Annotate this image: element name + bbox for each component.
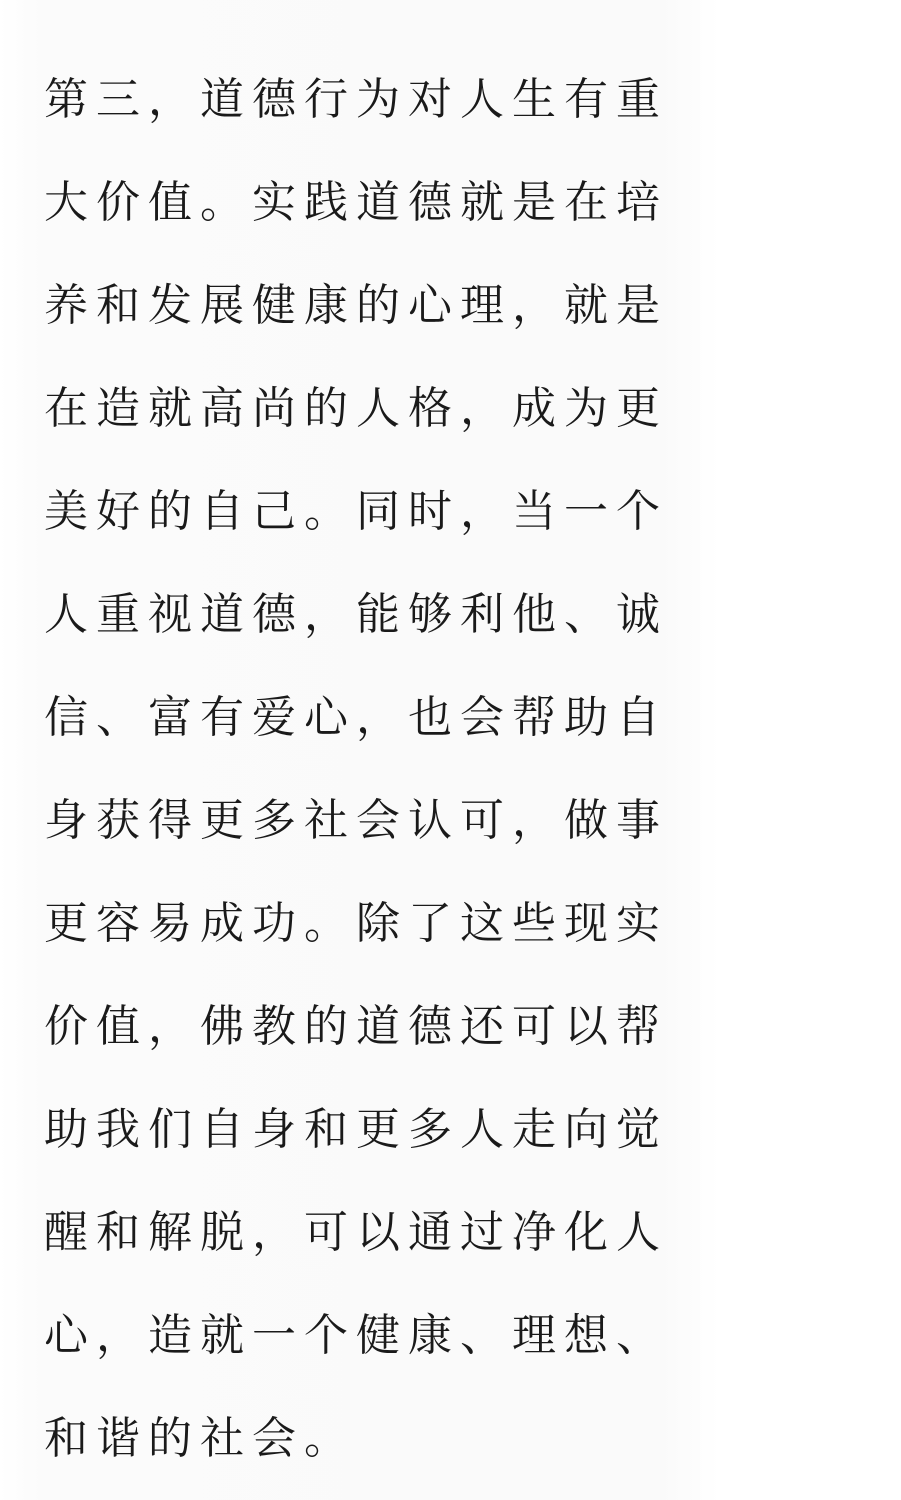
text-line-14: 和谐的社会。	[44, 1413, 356, 1464]
text-line-1: 第三，道德行为对人生有重	[44, 74, 668, 125]
paragraph	[44, 48, 684, 1490]
text-line-5: 美好的自己。同时，当一个	[44, 486, 668, 537]
text-line-2: 大价值。实践道德就是在培	[44, 177, 668, 228]
text-line-9: 更容易成功。除了这些现实	[44, 898, 668, 949]
text-line-10: 价值，佛教的道德还可以帮	[44, 1001, 668, 1052]
text-line-6: 人重视道德，能够利他、诚	[44, 589, 668, 640]
text-line-7: 信、富有爱心，也会帮助自	[44, 692, 668, 743]
text-line-13: 心，造就一个健康、理想、	[44, 1310, 668, 1361]
text-line-11: 助我们自身和更多人走向觉	[44, 1104, 668, 1155]
text-line-12: 醒和解脱，可以通过净化人	[44, 1207, 668, 1258]
text-line-8: 身获得更多社会认可，做事	[44, 795, 668, 846]
text-line-4: 在造就高尚的人格，成为更	[44, 383, 668, 434]
text-line-3: 养和发展健康的心理，就是	[44, 280, 668, 331]
